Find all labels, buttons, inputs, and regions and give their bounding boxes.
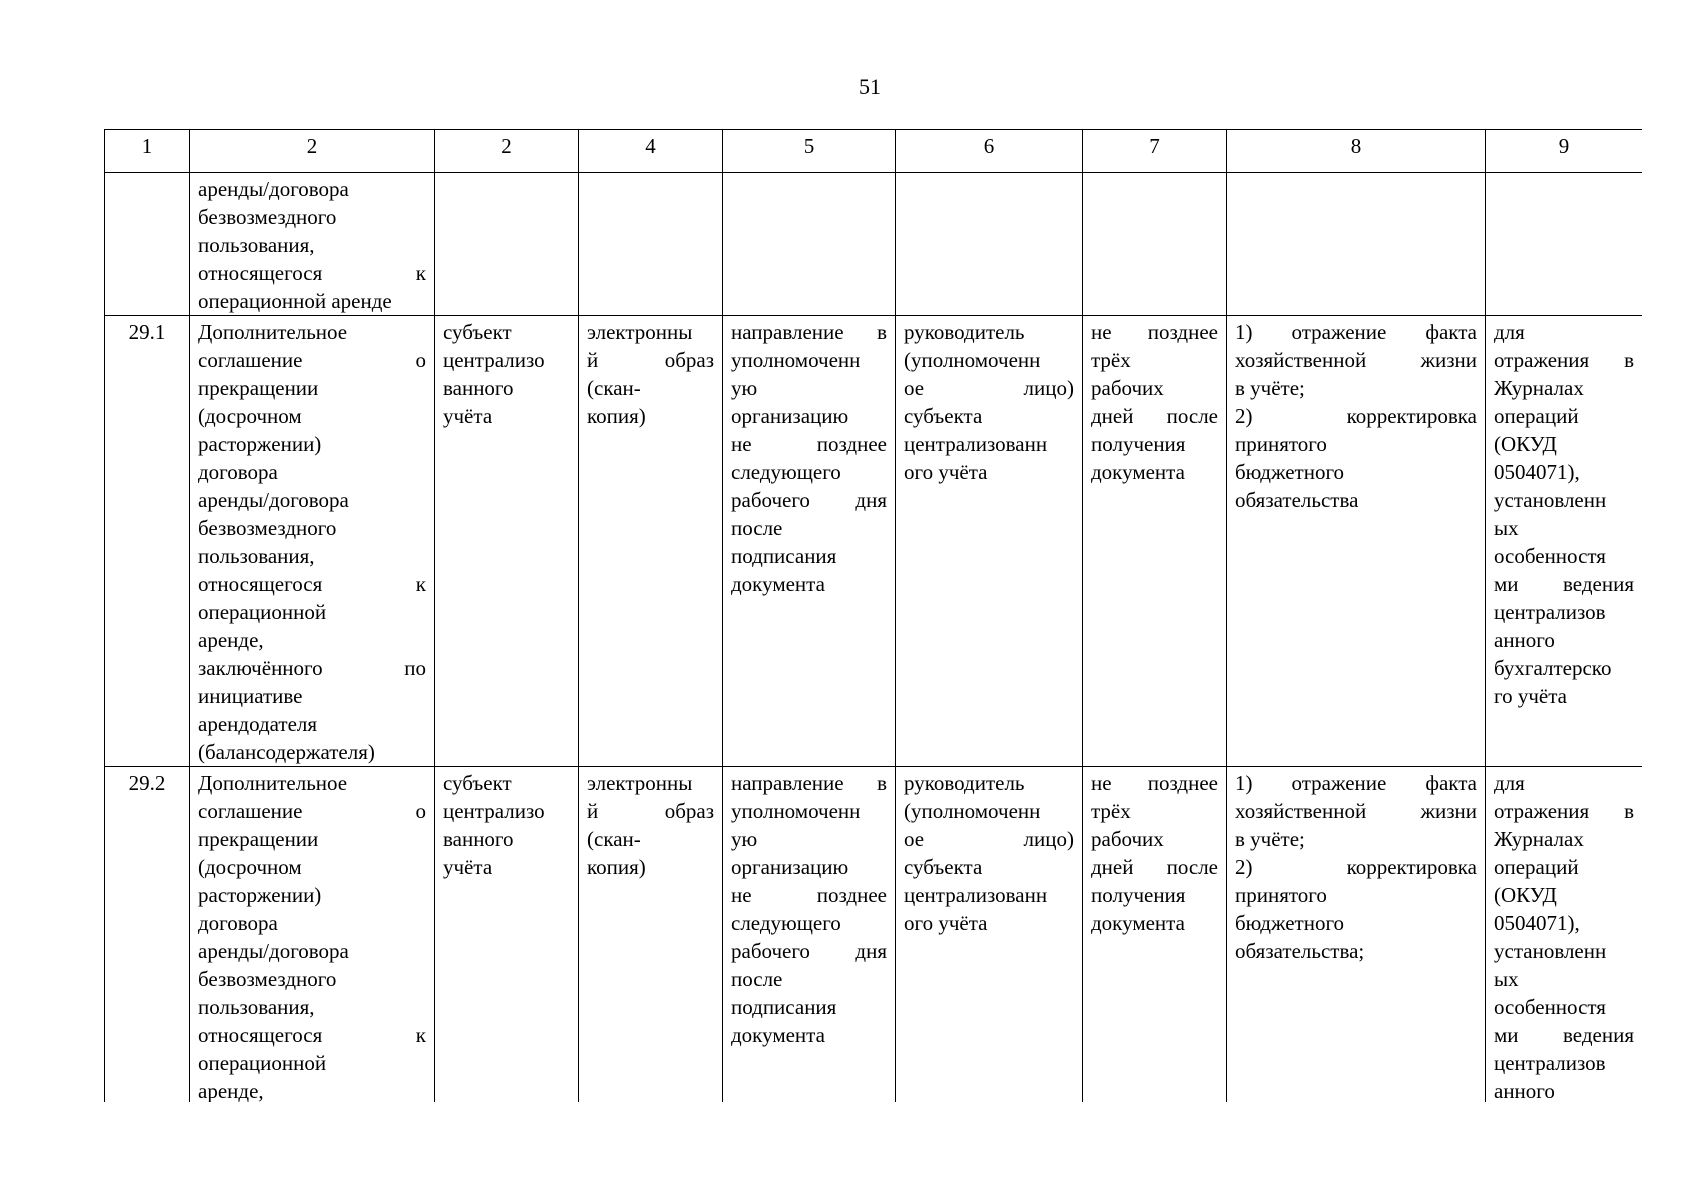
text-line: ую (731, 376, 758, 400)
text-line: операционной (198, 1051, 327, 1075)
text-line: централизо (443, 348, 545, 372)
header-cell: 4 (579, 130, 723, 173)
table-row-29-2 (105, 767, 1643, 1103)
cell-form (579, 767, 723, 1103)
text-line: ую (731, 827, 758, 851)
text-line: не позднее (1091, 320, 1218, 344)
text-line: договора (198, 460, 278, 484)
text-line: (балансодержателя) (198, 740, 375, 764)
text-line: направление в (731, 771, 887, 795)
cell-signer (896, 173, 1083, 316)
cell-description (190, 173, 435, 316)
text-line: операционной (198, 600, 327, 624)
text-line: ванного (443, 376, 514, 400)
text-line: документа (731, 1023, 825, 1047)
text-line: 2) корректировка (1235, 855, 1477, 879)
text-line: (досрочном (198, 404, 302, 428)
text-line: (ОКУД (1494, 432, 1557, 456)
text-line: получения (1091, 883, 1186, 907)
text-line: централизованн (904, 432, 1048, 456)
text-line: субъекта (904, 855, 983, 879)
cell-description (190, 767, 435, 1103)
cell-number: 29.1 (105, 316, 190, 767)
text-line: дней после (1091, 404, 1218, 428)
text-line: (досрочном (198, 855, 302, 879)
cell-purpose (1486, 173, 1643, 316)
text-line: субъекта (904, 404, 983, 428)
text-line: инициативе (198, 684, 303, 708)
cell-compiler (435, 173, 579, 316)
cell-submission (723, 173, 896, 316)
table-row-29-1 (105, 316, 1643, 767)
text-line: обязательства (1235, 488, 1359, 512)
cell-deadline (1083, 316, 1227, 767)
text-line: й образ (587, 799, 714, 823)
text-line: соглашение о (198, 799, 426, 823)
text-line: аренды/договора (198, 177, 349, 201)
table-row-continuation (105, 173, 1643, 316)
text-line: ми ведения (1494, 1023, 1634, 1047)
text-line: ое лицо) (904, 376, 1074, 400)
text-line: аренды/договора (198, 488, 349, 512)
text-line: направление в (731, 320, 887, 344)
text-line: отражения в (1494, 799, 1634, 823)
text-line: руководитель (904, 771, 1025, 795)
cell-deadline (1083, 767, 1227, 1103)
text-line: документа (731, 572, 825, 596)
cell-consequence (1227, 316, 1486, 767)
text-line: субъект (443, 320, 512, 344)
cell-signer (896, 767, 1083, 1103)
text-line: установленн (1494, 488, 1607, 512)
text-line: субъект (443, 771, 512, 795)
text-line: ми ведения (1494, 572, 1634, 596)
text-line: документа (1091, 911, 1185, 935)
text-line: 1) отражение факта (1235, 771, 1477, 795)
cell-number (105, 173, 190, 316)
text-line: (скан- (587, 827, 641, 851)
cell-submission (723, 767, 896, 1103)
header-cell: 2 (435, 130, 579, 173)
text-line: расторжении) (198, 432, 322, 456)
text-line: в учёте; (1235, 827, 1305, 851)
header-cell: 5 (723, 130, 896, 173)
cell-number: 29.2 (105, 767, 190, 1103)
cell-consequence (1227, 173, 1486, 316)
text-line: ого учёта (904, 911, 988, 935)
text-line: (уполномоченн (904, 348, 1041, 372)
text-line: рабочего дня (731, 939, 887, 963)
text-line: после (731, 967, 783, 991)
text-line: бюджетного (1235, 911, 1345, 935)
text-line: установленн (1494, 939, 1607, 963)
text-line: ых (1494, 516, 1519, 540)
cell-purpose (1486, 767, 1643, 1103)
text-line: соглашение о (198, 348, 426, 372)
text-line: Журналах (1494, 376, 1584, 400)
text-line: особенностя (1494, 544, 1606, 568)
text-line: анного (1494, 1079, 1555, 1102)
text-line: аренды/договора (198, 939, 349, 963)
cell-description (190, 316, 435, 767)
text-line: для (1494, 320, 1525, 344)
text-line: организацию (731, 404, 849, 428)
cell-submission (723, 316, 896, 767)
text-line: в учёте; (1235, 376, 1305, 400)
cell-purpose (1486, 316, 1643, 767)
text-line: 0504071), (1494, 911, 1580, 935)
text-line: трёх (1091, 799, 1131, 823)
header-cell: 6 (896, 130, 1083, 173)
text-line: (ОКУД (1494, 883, 1557, 907)
cell-form (579, 173, 723, 316)
cell-consequence (1227, 767, 1486, 1103)
text-line: операций (1494, 855, 1579, 879)
text-line: относящегося к (198, 261, 426, 285)
text-line: не позднее (1091, 771, 1218, 795)
text-line: копия) (587, 404, 646, 428)
cell-deadline (1083, 173, 1227, 316)
text-line: ванного (443, 827, 514, 851)
text-line: копия) (587, 855, 646, 879)
text-line: Дополнительное (198, 320, 348, 344)
text-line: получения (1091, 432, 1186, 456)
text-line: Журналах (1494, 827, 1584, 851)
header-cell: 7 (1083, 130, 1227, 173)
text-line: ое лицо) (904, 827, 1074, 851)
text-line: учёта (443, 404, 493, 428)
text-line: аренде, (198, 628, 264, 652)
text-line: безвозмездного (198, 516, 337, 540)
header-cell: 2 (190, 130, 435, 173)
text-line: принятого (1235, 883, 1327, 907)
text-line: электронны (587, 771, 693, 795)
text-line: операций (1494, 404, 1579, 428)
text-line: трёх (1091, 348, 1131, 372)
text-line: пользования, (198, 995, 315, 1019)
text-line: (скан- (587, 376, 641, 400)
text-line: безвозмездного (198, 967, 337, 991)
cell-signer (896, 316, 1083, 767)
text-line: арендодателя (198, 712, 318, 736)
text-line: отражения в (1494, 348, 1634, 372)
text-line: организацию (731, 855, 849, 879)
text-line: принятого (1235, 432, 1327, 456)
text-line: не позднее (731, 883, 887, 907)
text-line: ых (1494, 967, 1519, 991)
text-line: договора (198, 911, 278, 935)
text-line: электронны (587, 320, 693, 344)
text-line: относящегося к (198, 1023, 426, 1047)
text-line: рабочего дня (731, 488, 887, 512)
text-line: пользования, (198, 544, 315, 568)
text-line: Дополнительное (198, 771, 348, 795)
text-line: 2) корректировка (1235, 404, 1477, 428)
text-line: анного (1494, 628, 1555, 652)
text-line: бюджетного (1235, 460, 1345, 484)
table-container (104, 129, 1642, 1102)
cell-form (579, 316, 723, 767)
text-line: централизо (443, 799, 545, 823)
text-line: операционной аренде (198, 289, 392, 313)
text-line: уполномоченн (731, 348, 861, 372)
text-line: руководитель (904, 320, 1025, 344)
text-line: учёта (443, 855, 493, 879)
text-line: относящегося к (198, 572, 426, 596)
cell-compiler (435, 316, 579, 767)
header-cell: 9 (1486, 130, 1643, 173)
text-line: не позднее (731, 432, 887, 456)
text-line: обязательства; (1235, 939, 1365, 963)
text-line: хозяйственной жизни (1235, 348, 1477, 372)
text-line: следующего (731, 911, 841, 935)
table-header-row (105, 130, 1643, 173)
text-line: й образ (587, 348, 714, 372)
text-line: рабочих (1091, 827, 1164, 851)
text-line: уполномоченн (731, 799, 861, 823)
page-number: 51 (859, 74, 881, 99)
text-line: аренде, (198, 1079, 264, 1102)
text-line: хозяйственной жизни (1235, 799, 1477, 823)
text-line: 0504071), (1494, 460, 1580, 484)
header-cell: 8 (1227, 130, 1486, 173)
text-line: прекращении (198, 376, 319, 400)
document-table (104, 129, 1642, 1102)
text-line: ого учёта (904, 460, 988, 484)
text-line: после (731, 516, 783, 540)
text-line: следующего (731, 460, 841, 484)
text-line: дней после (1091, 855, 1218, 879)
text-line: для (1494, 771, 1525, 795)
text-line: рабочих (1091, 376, 1164, 400)
cell-compiler (435, 767, 579, 1103)
text-line: документа (1091, 460, 1185, 484)
text-line: подписания (731, 995, 837, 1019)
text-line: расторжении) (198, 883, 322, 907)
text-line: централизованн (904, 883, 1048, 907)
text-line: пользования, (198, 233, 315, 257)
text-line: централизов (1494, 1051, 1606, 1075)
header-cell: 1 (105, 130, 190, 173)
text-line: централизов (1494, 600, 1606, 624)
text-line: бухгалтерско (1494, 656, 1612, 680)
text-line: (уполномоченн (904, 799, 1041, 823)
text-line: заключённого по (198, 656, 426, 680)
text-line: 1) отражение факта (1235, 320, 1477, 344)
text-line: прекращении (198, 827, 319, 851)
text-line: безвозмездного (198, 205, 337, 229)
text-line: подписания (731, 544, 837, 568)
text-line: го учёта (1494, 684, 1567, 708)
text-line: особенностя (1494, 995, 1606, 1019)
